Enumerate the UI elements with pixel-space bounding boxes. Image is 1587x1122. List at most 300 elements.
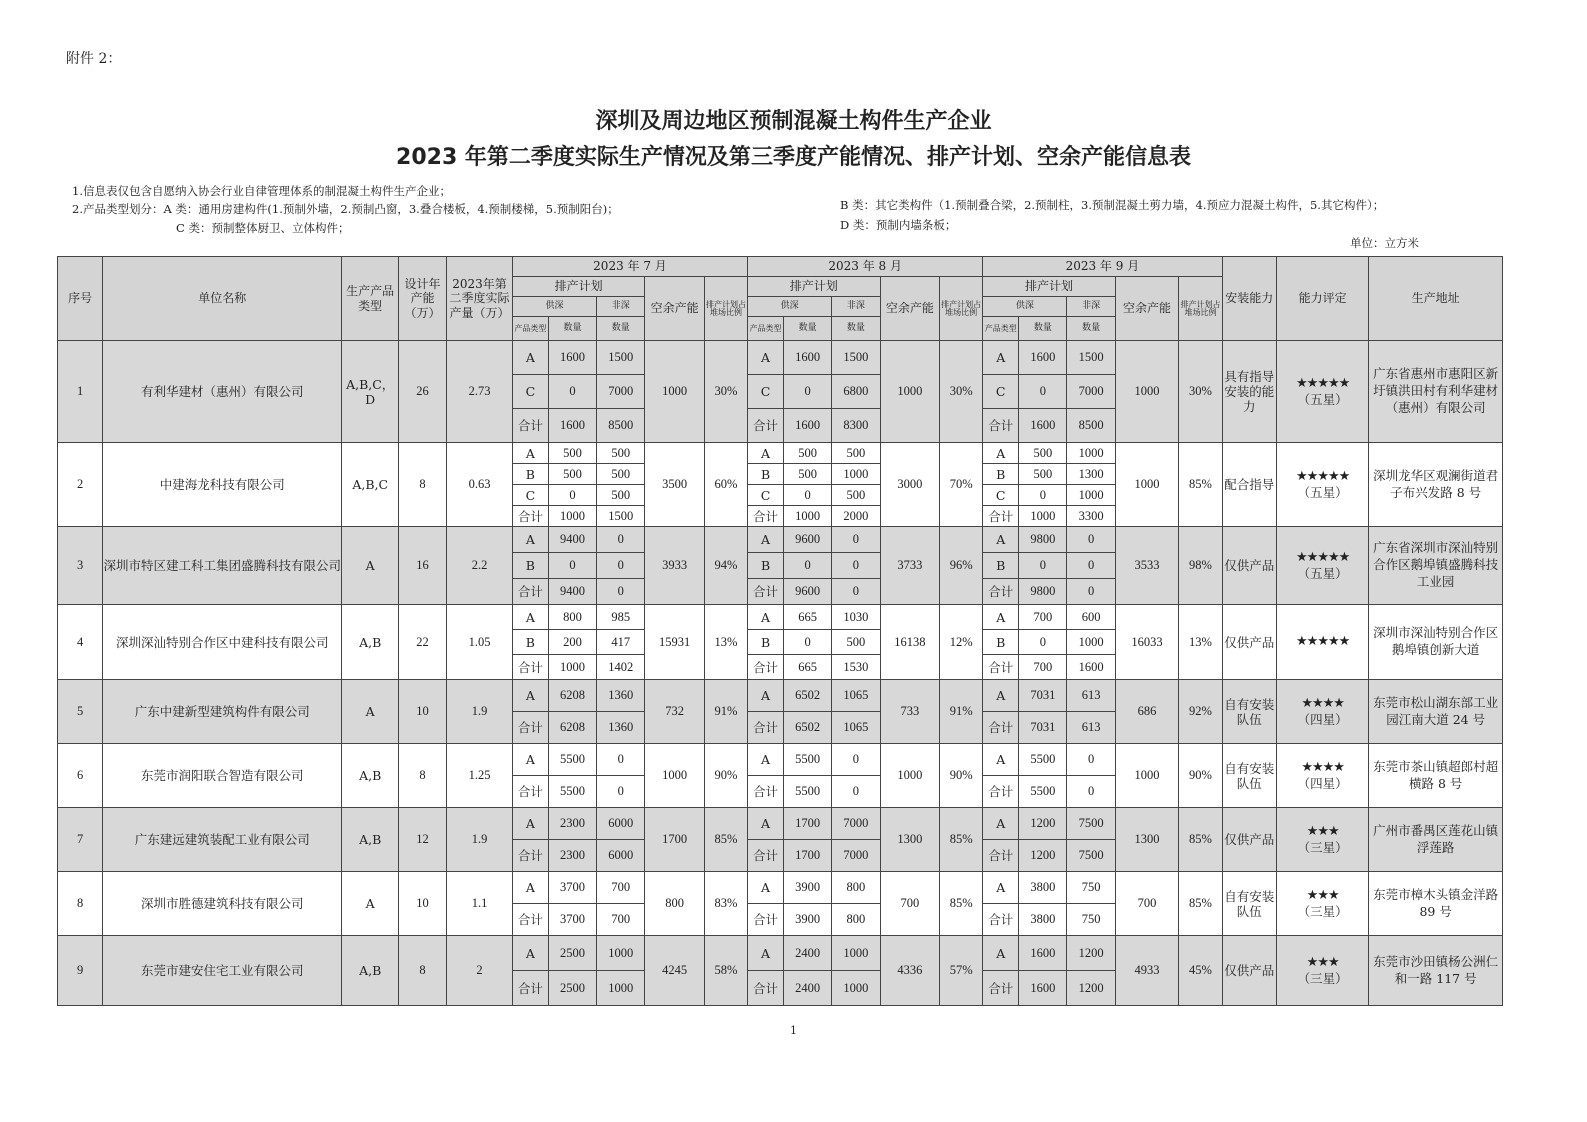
company-name: 深圳深汕特别合作区中建科技有限公司 xyxy=(103,605,342,680)
spare-capacity: 15931 xyxy=(645,605,705,680)
yard-ratio: 94% xyxy=(704,527,747,605)
plan-supply-qty: 3900 xyxy=(784,904,832,936)
plan-supply-qty: 1700 xyxy=(784,840,832,872)
plan-nonsupply-qty: 1065 xyxy=(832,712,880,744)
plan-nonsupply-qty: 7500 xyxy=(1067,808,1115,840)
header-rating: 能力评定 xyxy=(1276,257,1368,341)
plan-nonsupply-qty: 0 xyxy=(1067,776,1115,808)
plan-supply-qty: 0 xyxy=(1019,485,1067,506)
product-type: A,B xyxy=(342,744,398,808)
q2-output: 1.05 xyxy=(447,605,513,680)
yard-ratio: 13% xyxy=(704,605,747,680)
page-subtitle: 2023 年第二季度实际生产情况及第三季度产能情况、排产计划、空余产能信息表 xyxy=(396,145,1191,170)
q2-output: 1.9 xyxy=(447,808,513,872)
plan-supply-qty: 3700 xyxy=(548,872,596,904)
yard-ratio: 90% xyxy=(704,744,747,808)
plan-supply-qty: 5500 xyxy=(1019,744,1067,776)
header-design: 设计年产能（万） xyxy=(398,257,446,341)
yard-ratio: 85% xyxy=(1179,872,1222,936)
spare-capacity: 686 xyxy=(1115,680,1179,744)
plan-nonsupply-qty: 1200 xyxy=(1067,936,1115,971)
plan-supply-qty: 9400 xyxy=(548,579,596,605)
star-rating-icon: ★★★ xyxy=(1306,888,1339,904)
plan-product-type: 合计 xyxy=(748,840,784,872)
plan-supply-qty: 6502 xyxy=(784,712,832,744)
plan-supply-qty: 2300 xyxy=(548,808,596,840)
plan-supply-qty: 5500 xyxy=(1019,776,1067,808)
plan-product-type: A xyxy=(512,936,548,971)
yard-ratio: 70% xyxy=(940,443,983,527)
production-address: 深圳市深汕特别合作区鹅埠镇创新大道 xyxy=(1369,605,1503,680)
product-type: A xyxy=(342,872,398,936)
plan-product-type: A xyxy=(748,680,784,712)
star-rating-icon: ★★★★★ xyxy=(1296,469,1350,485)
plan-product-type: 合计 xyxy=(748,712,784,744)
product-type: A,B xyxy=(342,808,398,872)
plan-nonsupply-qty: 0 xyxy=(1067,744,1115,776)
plan-nonsupply-qty: 500 xyxy=(597,485,645,506)
header-ratio-sep: 排产计划占堆场比例 xyxy=(1179,277,1222,341)
plan-supply-qty: 665 xyxy=(784,605,832,630)
table-row xyxy=(58,872,1503,904)
header-q2: 2023年第二季度实际产量（万） xyxy=(447,257,513,341)
yard-ratio: 58% xyxy=(704,936,747,1006)
plan-supply-qty: 2300 xyxy=(548,840,596,872)
plan-product-type: 合计 xyxy=(512,776,548,808)
plan-nonsupply-qty: 1000 xyxy=(1067,485,1115,506)
plan-nonsupply-qty: 700 xyxy=(597,904,645,936)
design-capacity: 12 xyxy=(398,808,446,872)
plan-nonsupply-qty: 7000 xyxy=(832,808,880,840)
q2-output: 2.73 xyxy=(447,341,513,443)
header-supply-aug: 供深 xyxy=(748,297,832,317)
plan-nonsupply-qty: 2000 xyxy=(832,506,880,527)
plan-supply-qty: 200 xyxy=(548,630,596,655)
plan-product-type: 合计 xyxy=(512,840,548,872)
header-plan-sep: 排产计划 xyxy=(983,277,1115,297)
header-qty1-aug: 数量 xyxy=(784,317,832,341)
plan-nonsupply-qty: 1065 xyxy=(832,680,880,712)
production-address: 东莞市沙田镇杨公洲仁和一路 117 号 xyxy=(1369,936,1503,1006)
plan-supply-qty: 1000 xyxy=(784,506,832,527)
spare-capacity: 733 xyxy=(880,680,940,744)
plan-nonsupply-qty: 0 xyxy=(832,553,880,579)
plan-supply-qty: 1600 xyxy=(548,409,596,443)
product-type: A xyxy=(342,527,398,605)
rating-label: （五星） xyxy=(1297,565,1348,581)
install-capability: 自有安装队伍 xyxy=(1222,744,1276,808)
plan-product-type: B xyxy=(983,630,1019,655)
install-capability: 配合指导 xyxy=(1222,443,1276,527)
plan-product-type: A xyxy=(512,341,548,375)
header-type: 生产产品类型 xyxy=(342,257,398,341)
plan-nonsupply-qty: 1030 xyxy=(832,605,880,630)
production-address: 深圳龙华区观澜街道君子布兴发路 8 号 xyxy=(1369,443,1503,527)
yard-ratio: 85% xyxy=(704,808,747,872)
note-2: 2.产品类型划分：A 类：通用房建构件(1.预制外墙，2.预制凸窗，3.叠合楼板，4.预制楼梯，5.预制阳台)； xyxy=(72,202,619,216)
spare-capacity: 3500 xyxy=(645,443,705,527)
yard-ratio: 92% xyxy=(1179,680,1222,744)
plan-nonsupply-qty: 8300 xyxy=(832,409,880,443)
plan-nonsupply-qty: 7000 xyxy=(1067,375,1115,409)
rating-cell xyxy=(1276,744,1368,808)
production-address: 广东省深圳市深汕特别合作区鹅埠镇盛腾科技工业园 xyxy=(1369,527,1503,605)
plan-supply-qty: 800 xyxy=(548,605,596,630)
header-qty2-jul: 数量 xyxy=(597,317,645,341)
plan-product-type: A xyxy=(983,872,1019,904)
plan-nonsupply-qty: 1402 xyxy=(597,655,645,680)
header-install: 安装能力 xyxy=(1222,257,1276,341)
plan-nonsupply-qty: 0 xyxy=(1067,527,1115,553)
plan-product-type: A xyxy=(512,680,548,712)
note-4: B 类：其它类构件（1.预制叠合梁，2.预制柱，3.预制混凝土剪力墙，4.预应力混凝土构件，5.其它构件）； xyxy=(840,198,1385,212)
row-seq: 8 xyxy=(58,872,103,936)
spare-capacity: 1000 xyxy=(880,744,940,808)
rating-label: （四星） xyxy=(1297,711,1348,727)
header-qty2-aug: 数量 xyxy=(832,317,880,341)
plan-product-type: C xyxy=(748,375,784,409)
rating-cell xyxy=(1276,605,1368,680)
product-type: A,B xyxy=(342,936,398,1006)
yard-ratio: 45% xyxy=(1179,936,1222,1006)
plan-product-type: 合计 xyxy=(983,506,1019,527)
star-rating-icon: ★★★★ xyxy=(1301,696,1344,712)
row-seq: 9 xyxy=(58,936,103,1006)
design-capacity: 10 xyxy=(398,872,446,936)
install-capability: 自有安装队伍 xyxy=(1222,680,1276,744)
plan-product-type: C xyxy=(512,485,548,506)
header-spare-aug: 空余产能 xyxy=(880,277,940,341)
header-nonsupply-jul: 非深 xyxy=(597,297,645,317)
unit-label: 单位：立方米 xyxy=(1350,236,1419,250)
q2-output: 2 xyxy=(447,936,513,1006)
plan-product-type: B xyxy=(748,464,784,485)
plan-supply-qty: 0 xyxy=(548,553,596,579)
rating-label: （五星） xyxy=(1297,391,1348,407)
header-spare-sep: 空余产能 xyxy=(1115,277,1179,341)
rating-cell xyxy=(1276,443,1368,527)
rating-cell xyxy=(1276,527,1368,605)
table-row xyxy=(58,605,1503,630)
rating-label: （三星） xyxy=(1297,970,1348,986)
plan-nonsupply-qty: 1500 xyxy=(1067,341,1115,375)
yard-ratio: 90% xyxy=(1179,744,1222,808)
plan-supply-qty: 500 xyxy=(1019,464,1067,485)
header-qty1-sep: 数量 xyxy=(1019,317,1067,341)
plan-supply-qty: 9800 xyxy=(1019,527,1067,553)
header-nonsupply-sep: 非深 xyxy=(1067,297,1115,317)
plan-product-type: 合计 xyxy=(748,409,784,443)
header-seq: 序号 xyxy=(58,257,103,341)
plan-product-type: C xyxy=(983,375,1019,409)
yard-ratio: 83% xyxy=(704,872,747,936)
plan-product-type: A xyxy=(512,872,548,904)
table-body xyxy=(58,341,1503,1006)
rating-cell xyxy=(1276,872,1368,936)
plan-supply-qty: 0 xyxy=(1019,553,1067,579)
plan-supply-qty: 500 xyxy=(784,443,832,464)
plan-supply-qty: 9400 xyxy=(548,527,596,553)
plan-supply-qty: 6502 xyxy=(784,680,832,712)
plan-nonsupply-qty: 6000 xyxy=(597,808,645,840)
plan-nonsupply-qty: 613 xyxy=(1067,712,1115,744)
plan-product-type: A xyxy=(748,341,784,375)
header-plan-aug: 排产计划 xyxy=(748,277,880,297)
yard-ratio: 30% xyxy=(940,341,983,443)
plan-product-type: A xyxy=(748,936,784,971)
plan-supply-qty: 3900 xyxy=(784,872,832,904)
plan-supply-qty: 1000 xyxy=(1019,506,1067,527)
plan-supply-qty: 500 xyxy=(784,464,832,485)
plan-supply-qty: 9600 xyxy=(784,527,832,553)
spare-capacity: 3733 xyxy=(880,527,940,605)
plan-nonsupply-qty: 1000 xyxy=(597,936,645,971)
plan-nonsupply-qty: 1000 xyxy=(597,971,645,1006)
row-seq: 5 xyxy=(58,680,103,744)
plan-supply-qty: 1200 xyxy=(1019,808,1067,840)
product-type: A,B xyxy=(342,605,398,680)
plan-nonsupply-qty: 7000 xyxy=(597,375,645,409)
plan-product-type: 合计 xyxy=(512,409,548,443)
plan-nonsupply-qty: 0 xyxy=(597,527,645,553)
spare-capacity: 4245 xyxy=(645,936,705,1006)
row-seq: 6 xyxy=(58,744,103,808)
plan-product-type: B xyxy=(512,553,548,579)
header-ptype-sep: 产品类型 xyxy=(983,317,1019,341)
plan-nonsupply-qty: 1360 xyxy=(597,680,645,712)
plan-nonsupply-qty: 3300 xyxy=(1067,506,1115,527)
company-name: 广东中建新型建筑构件有限公司 xyxy=(103,680,342,744)
plan-nonsupply-qty: 600 xyxy=(1067,605,1115,630)
production-address: 广东省惠州市惠阳区新圩镇洪田村有利华建材（惠州）有限公司 xyxy=(1369,341,1503,443)
row-seq: 1 xyxy=(58,341,103,443)
plan-product-type: 合计 xyxy=(983,579,1019,605)
plan-product-type: 合计 xyxy=(748,655,784,680)
plan-nonsupply-qty: 500 xyxy=(832,630,880,655)
plan-nonsupply-qty: 985 xyxy=(597,605,645,630)
plan-nonsupply-qty: 6800 xyxy=(832,375,880,409)
design-capacity: 22 xyxy=(398,605,446,680)
plan-nonsupply-qty: 1530 xyxy=(832,655,880,680)
plan-product-type: A xyxy=(748,443,784,464)
production-address: 东莞市茶山镇超郎村超横路 8 号 xyxy=(1369,744,1503,808)
plan-supply-qty: 0 xyxy=(784,553,832,579)
header-ptype-aug: 产品类型 xyxy=(748,317,784,341)
plan-product-type: A xyxy=(512,744,548,776)
spare-capacity: 800 xyxy=(645,872,705,936)
product-type: A,B,C，D xyxy=(342,341,398,443)
plan-product-type: A xyxy=(748,744,784,776)
plan-product-type: A xyxy=(983,936,1019,971)
install-capability: 仅供产品 xyxy=(1222,936,1276,1006)
plan-product-type: A xyxy=(983,341,1019,375)
spare-capacity: 1000 xyxy=(1115,443,1179,527)
yard-ratio: 85% xyxy=(1179,443,1222,527)
rating-label: （三星） xyxy=(1297,839,1348,855)
plan-product-type: 合计 xyxy=(512,971,548,1006)
header-aug: 2023 年 8 月 xyxy=(748,257,983,277)
plan-nonsupply-qty: 1000 xyxy=(832,936,880,971)
plan-product-type: B xyxy=(748,630,784,655)
spare-capacity: 3533 xyxy=(1115,527,1179,605)
plan-nonsupply-qty: 750 xyxy=(1067,872,1115,904)
plan-nonsupply-qty: 0 xyxy=(1067,579,1115,605)
company-name: 深圳市胜德建筑科技有限公司 xyxy=(103,872,342,936)
plan-product-type: 合计 xyxy=(512,579,548,605)
plan-nonsupply-qty: 500 xyxy=(832,485,880,506)
plan-product-type: A xyxy=(983,680,1019,712)
plan-nonsupply-qty: 1000 xyxy=(1067,630,1115,655)
plan-supply-qty: 1000 xyxy=(548,506,596,527)
capacity-table xyxy=(57,256,1503,1006)
plan-product-type: 合计 xyxy=(512,506,548,527)
plan-product-type: 合计 xyxy=(748,506,784,527)
table-row xyxy=(58,808,1503,840)
yard-ratio: 96% xyxy=(940,527,983,605)
plan-nonsupply-qty: 8500 xyxy=(597,409,645,443)
plan-product-type: 合计 xyxy=(983,655,1019,680)
plan-supply-qty: 7031 xyxy=(1019,680,1067,712)
design-capacity: 10 xyxy=(398,680,446,744)
table-row xyxy=(58,527,1503,553)
plan-product-type: A xyxy=(512,443,548,464)
plan-supply-qty: 0 xyxy=(548,485,596,506)
plan-supply-qty: 700 xyxy=(1019,655,1067,680)
header-ptype-jul: 产品类型 xyxy=(512,317,548,341)
plan-product-type: A xyxy=(512,527,548,553)
plan-nonsupply-qty: 500 xyxy=(597,443,645,464)
plan-nonsupply-qty: 1300 xyxy=(1067,464,1115,485)
plan-supply-qty: 6208 xyxy=(548,712,596,744)
yard-ratio: 91% xyxy=(940,680,983,744)
plan-product-type: 合计 xyxy=(983,904,1019,936)
plan-nonsupply-qty: 800 xyxy=(832,872,880,904)
plan-product-type: 合计 xyxy=(983,409,1019,443)
page-number: 1 xyxy=(790,1024,797,1037)
plan-nonsupply-qty: 500 xyxy=(832,443,880,464)
q2-output: 2.2 xyxy=(447,527,513,605)
plan-supply-qty: 1700 xyxy=(784,808,832,840)
plan-supply-qty: 1600 xyxy=(548,341,596,375)
company-name: 中建海龙科技有限公司 xyxy=(103,443,342,527)
plan-product-type: B xyxy=(983,553,1019,579)
design-capacity: 8 xyxy=(398,936,446,1006)
spare-capacity: 1700 xyxy=(645,808,705,872)
plan-product-type: A xyxy=(748,808,784,840)
plan-supply-qty: 9600 xyxy=(784,579,832,605)
table-row xyxy=(58,341,1503,375)
plan-product-type: 合计 xyxy=(748,579,784,605)
plan-nonsupply-qty: 0 xyxy=(597,579,645,605)
plan-product-type: A xyxy=(983,605,1019,630)
plan-product-type: B xyxy=(983,464,1019,485)
plan-product-type: 合计 xyxy=(512,712,548,744)
plan-product-type: A xyxy=(983,808,1019,840)
plan-nonsupply-qty: 750 xyxy=(1067,904,1115,936)
plan-product-type: A xyxy=(983,527,1019,553)
plan-supply-qty: 1600 xyxy=(1019,936,1067,971)
yard-ratio: 30% xyxy=(704,341,747,443)
plan-nonsupply-qty: 0 xyxy=(597,553,645,579)
header-supply-jul: 供深 xyxy=(512,297,596,317)
plan-supply-qty: 1000 xyxy=(548,655,596,680)
plan-nonsupply-qty: 1600 xyxy=(1067,655,1115,680)
plan-nonsupply-qty: 0 xyxy=(597,744,645,776)
table-row xyxy=(58,744,1503,776)
table-row xyxy=(58,936,1503,971)
spare-capacity: 700 xyxy=(880,872,940,936)
header-jul: 2023 年 7 月 xyxy=(512,257,747,277)
plan-supply-qty: 0 xyxy=(784,375,832,409)
plan-product-type: 合计 xyxy=(748,776,784,808)
plan-product-type: C xyxy=(512,375,548,409)
plan-supply-qty: 0 xyxy=(548,375,596,409)
plan-product-type: 合计 xyxy=(983,776,1019,808)
plan-supply-qty: 5500 xyxy=(548,744,596,776)
plan-product-type: 合计 xyxy=(983,712,1019,744)
spare-capacity: 1000 xyxy=(1115,341,1179,443)
plan-nonsupply-qty: 1000 xyxy=(1067,443,1115,464)
plan-product-type: A xyxy=(983,443,1019,464)
plan-nonsupply-qty: 6000 xyxy=(597,840,645,872)
yard-ratio: 90% xyxy=(940,744,983,808)
plan-nonsupply-qty: 1000 xyxy=(832,971,880,1006)
plan-nonsupply-qty: 800 xyxy=(832,904,880,936)
plan-supply-qty: 1600 xyxy=(1019,341,1067,375)
note-3: C 类：预制整体厨卫、立体构件； xyxy=(176,221,350,235)
design-capacity: 16 xyxy=(398,527,446,605)
plan-nonsupply-qty: 0 xyxy=(1067,553,1115,579)
spare-capacity: 16138 xyxy=(880,605,940,680)
rating-cell xyxy=(1276,936,1368,1006)
note-5: D 类：预制内墙条板； xyxy=(840,218,957,232)
plan-supply-qty: 5500 xyxy=(784,776,832,808)
plan-product-type: 合计 xyxy=(512,655,548,680)
plan-supply-qty: 1200 xyxy=(1019,840,1067,872)
company-name: 东莞市润阳联合智造有限公司 xyxy=(103,744,342,808)
header-qty2-sep: 数量 xyxy=(1067,317,1115,341)
header-qty1-jul: 数量 xyxy=(548,317,596,341)
plan-nonsupply-qty: 417 xyxy=(597,630,645,655)
production-address: 东莞市樟木头镇金洋路 89 号 xyxy=(1369,872,1503,936)
plan-supply-qty: 2400 xyxy=(784,936,832,971)
table-row xyxy=(58,443,1503,464)
plan-product-type: 合计 xyxy=(983,840,1019,872)
row-seq: 3 xyxy=(58,527,103,605)
plan-supply-qty: 3800 xyxy=(1019,872,1067,904)
q2-output: 1.9 xyxy=(447,680,513,744)
row-seq: 2 xyxy=(58,443,103,527)
spare-capacity: 1300 xyxy=(1115,808,1179,872)
plan-nonsupply-qty: 0 xyxy=(832,527,880,553)
plan-product-type: B xyxy=(512,630,548,655)
plan-supply-qty: 6208 xyxy=(548,680,596,712)
header-sep: 2023 年 9 月 xyxy=(983,257,1222,277)
q2-output: 1.25 xyxy=(447,744,513,808)
yard-ratio: 13% xyxy=(1179,605,1222,680)
header-address: 生产地址 xyxy=(1369,257,1503,341)
company-name: 广东建远建筑装配工业有限公司 xyxy=(103,808,342,872)
q2-output: 1.1 xyxy=(447,872,513,936)
product-type: A xyxy=(342,680,398,744)
spare-capacity: 1000 xyxy=(645,341,705,443)
spare-capacity: 732 xyxy=(645,680,705,744)
plan-supply-qty: 0 xyxy=(1019,375,1067,409)
plan-product-type: C xyxy=(748,485,784,506)
spare-capacity: 3000 xyxy=(880,443,940,527)
page-title: 深圳及周边地区预制混凝土构件生产企业 xyxy=(595,109,992,134)
rating-cell xyxy=(1276,341,1368,443)
